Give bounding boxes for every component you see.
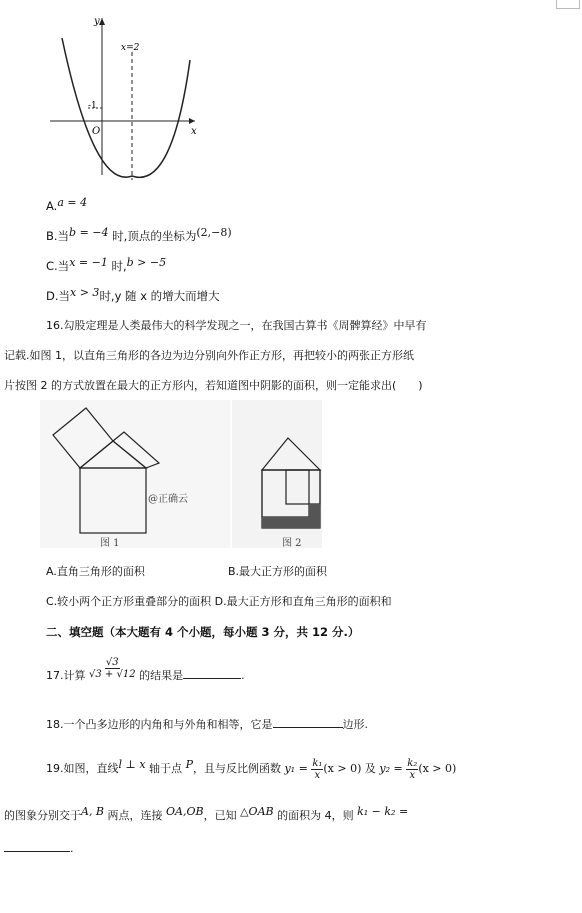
q16-figures: [0, 398, 582, 558]
q15-option-b: B.当b = −4 时,顶点的坐标为(2,−8): [46, 226, 232, 243]
q18-line: 18.一个凸多边形的内角和与外角和相等，它是 边形.: [46, 718, 368, 731]
fig1-label: 图 1: [100, 538, 120, 549]
q19-line-2: 的图象分别交于A, B 两点，连接 OA,OB，已知 △OAB 的面积为 4，则 k₁ − k₂ =: [4, 805, 409, 822]
minus-one-label: -1: [88, 101, 97, 111]
q19-line-3: .: [4, 840, 74, 857]
q17-answer-blank[interactable]: [183, 667, 241, 679]
symmetry-axis-label: x=2: [121, 43, 140, 53]
q18-answer-blank[interactable]: [273, 716, 343, 728]
q19-fraction-2: $\frac{\text{k₂}}{x}$: [407, 757, 418, 781]
q16-option-cd: C.较小两个正方形重叠部分的面积 D.最大正方形和直角三角形的面积和: [46, 595, 392, 608]
q15-option-c: C.当x = −1 时,b > −5: [46, 256, 167, 273]
section-2-heading: 二、填空题（本大题有 4 个小题，每小题 3 分，共 12 分.）: [46, 625, 360, 639]
q16-line-3: 片按图 2 的方式放置在最大的正方形内，若知道图中阴影的面积，则一定能求出( ): [4, 379, 423, 392]
parabola-graph: [0, 0, 582, 190]
fig2-shaded-right: [309, 504, 320, 528]
parabola-curve: [62, 38, 190, 177]
q15-option-d: D.当x > 3时,y 随 x 的增大而增大: [46, 286, 220, 303]
q15-option-a: A.a = 4: [46, 196, 88, 213]
y-axis-label: y: [94, 16, 100, 27]
fig1-watermark: @正确云: [148, 494, 188, 505]
fig2-label: 图 2: [282, 538, 302, 549]
x-axis-arrow: [189, 118, 195, 124]
q17-line: 17.计算 $\frac{√3}{√3 + √12}$ 的结果是 .: [46, 656, 245, 682]
q17-fraction: $\frac{√3}{√3 + √12}$: [89, 656, 136, 680]
q16-line-1: 16.勾股定理是人类最伟大的科学发现之一，在我国古算书《周髀算经》中早有: [46, 319, 427, 332]
q19-line-1: 19.如图，直线l ⊥ x 轴于点 P，且与反比例函数 y₁ = $\frac{\text{k₁}}{x}$ (x > 0) 及 y₂ = $\frac{\text{k₂}}{x}$ (x > 0): [46, 757, 457, 781]
q16-option-a: A.直角三角形的面积: [46, 565, 145, 578]
q16-option-b: B.最大正方形的面积: [228, 565, 328, 578]
q19-fraction-1: $\frac{\text{k₁}}{x}$: [312, 757, 323, 781]
y-axis-arrow: [99, 18, 105, 25]
x-axis-label: x: [191, 126, 197, 137]
q16-line-2: 记载.如图 1，以直角三角形的各边为边分别向外作正方形，再把较小的两张正方形纸: [4, 349, 414, 362]
origin-label: O: [92, 126, 101, 137]
q19-answer-blank[interactable]: [4, 840, 70, 852]
